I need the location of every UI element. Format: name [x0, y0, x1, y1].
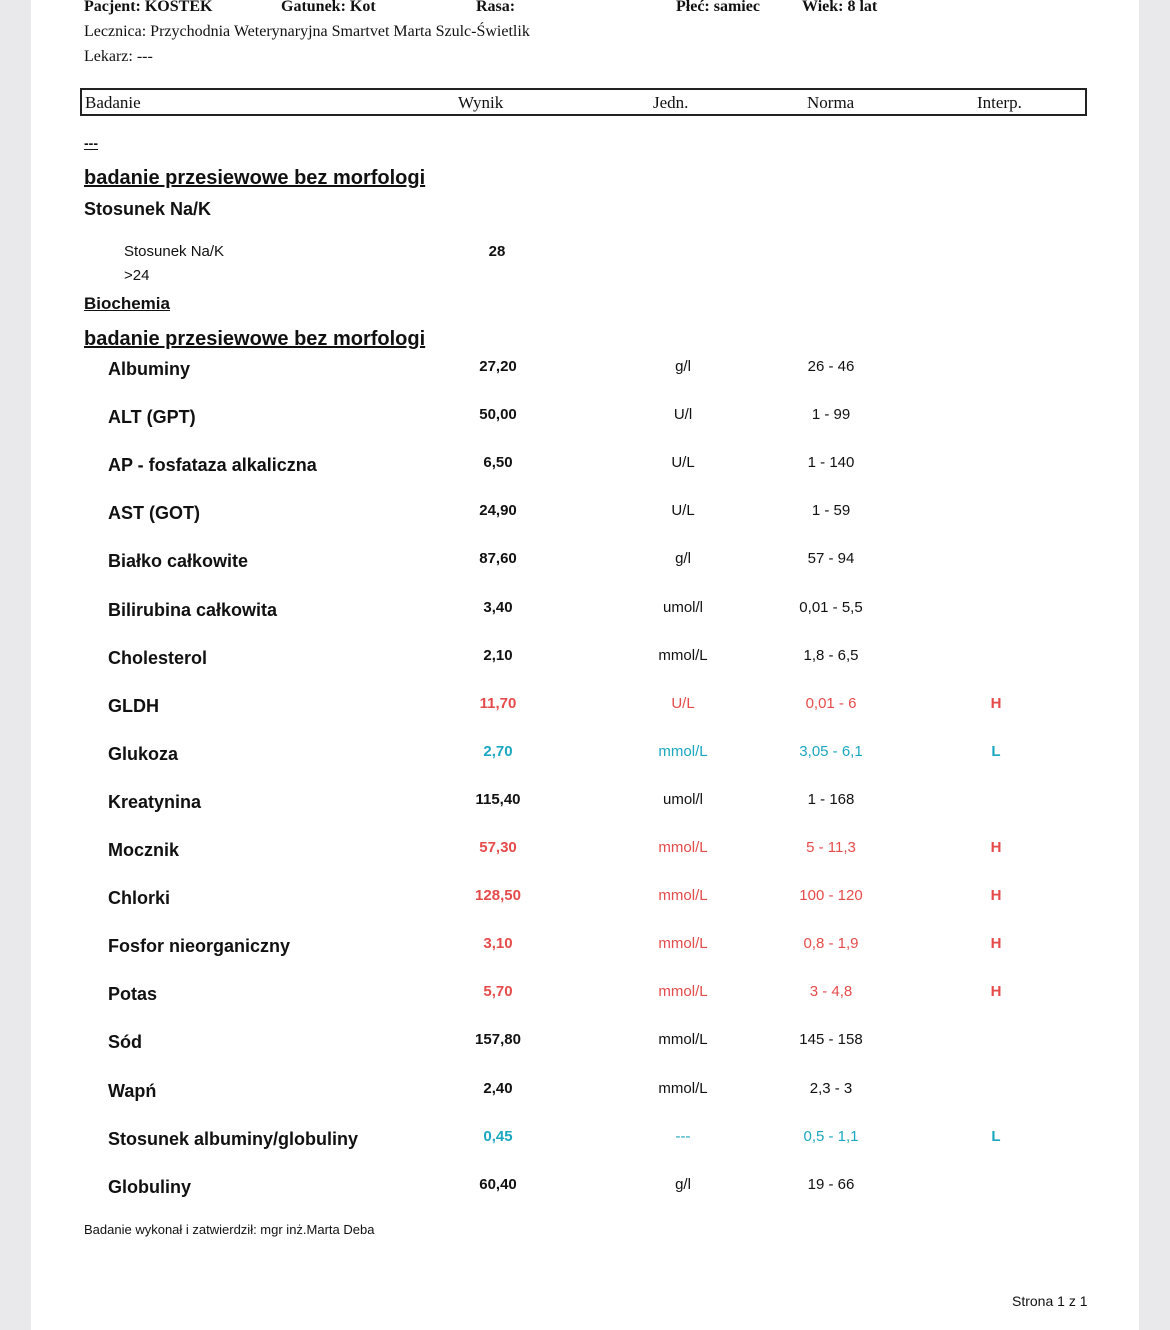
row-result: 57,30	[479, 839, 517, 856]
table-header	[80, 88, 1087, 116]
ratio-item-norm: >24	[124, 267, 150, 284]
row-flag: L	[991, 1128, 1001, 1145]
column-norm: Norma	[807, 93, 855, 112]
row-unit: U/L	[671, 502, 695, 519]
row-test-name: AST (GOT)	[108, 503, 200, 523]
row-test-name: Fosfor nieorganiczny	[108, 936, 291, 956]
row-unit: umol/l	[662, 791, 704, 808]
column-unit: Jedn.	[653, 93, 689, 112]
row-norm: 145 - 158	[799, 1031, 863, 1048]
row-unit: g/l	[675, 1176, 691, 1193]
row-unit: ---	[675, 1128, 691, 1145]
row-test-name: Mocznik	[108, 840, 180, 860]
row-test-name: Bilirubina całkowita	[108, 600, 278, 620]
signature: Badanie wykonał i zatwierdził: mgr inż.Marta Deba	[84, 1222, 375, 1237]
row-unit: mmol/L	[658, 887, 708, 904]
row-unit: mmol/L	[658, 983, 708, 1000]
column-result: Wynik	[458, 93, 504, 112]
row-norm: 1 - 59	[811, 502, 851, 519]
row-result: 11,70	[479, 695, 517, 712]
row-result: 5,70	[483, 983, 513, 1000]
row-norm: 0,01 - 5,5	[799, 599, 863, 616]
row-unit: g/l	[675, 358, 691, 375]
row-norm: 100 - 120	[799, 887, 863, 904]
ratio-item-value: 28	[488, 243, 506, 260]
row-result: 2,10	[483, 647, 513, 664]
row-test-name: AP - fosfataza alkaliczna	[108, 455, 317, 475]
row-norm: 19 - 66	[807, 1176, 855, 1193]
section-title: badanie przesiewowe bez morfologi	[84, 328, 426, 350]
row-norm: 2,3 - 3	[809, 1080, 853, 1097]
row-result: 128,50	[475, 887, 521, 904]
section-title: badanie przesiewowe bez morfologi	[84, 167, 426, 189]
row-norm: 3,05 - 6,1	[799, 743, 863, 760]
row-result: 0,45	[483, 1128, 513, 1145]
row-unit: mmol/L	[658, 1080, 708, 1097]
row-unit: g/l	[675, 550, 691, 567]
row-result: 60,40	[479, 1176, 517, 1193]
row-flag: H	[990, 983, 1002, 1000]
row-test-name: GLDH	[108, 696, 159, 716]
row-unit: U/l	[673, 406, 693, 423]
row-test-name: Białko całkowite	[108, 551, 249, 571]
row-result: 2,70	[483, 743, 513, 760]
row-norm: 0,01 - 6	[805, 695, 857, 712]
row-test-name: Albuminy	[108, 359, 191, 379]
row-test-name: Globuliny	[108, 1177, 191, 1197]
row-unit: mmol/L	[658, 1031, 708, 1048]
row-unit: U/L	[671, 695, 695, 712]
report-page	[31, 0, 1139, 1330]
row-result: 3,10	[483, 935, 513, 952]
patient-sex: Płeć: samiec	[676, 0, 760, 15]
row-norm: 3 - 4,8	[809, 983, 853, 1000]
dashes-marker: ---	[84, 135, 98, 151]
row-unit: mmol/L	[658, 743, 708, 760]
row-result: 50,00	[479, 406, 517, 423]
row-test-name: ALT (GPT)	[108, 407, 196, 427]
ratio-item-name: Stosunek Na/K	[124, 243, 225, 260]
column-test: Badanie	[85, 93, 141, 112]
row-flag: H	[990, 935, 1002, 952]
row-test-name: Cholesterol	[108, 648, 208, 668]
row-unit: umol/l	[662, 599, 704, 616]
page-number: Strona 1 z 1	[1012, 1293, 1088, 1309]
doctor-name: Lekarz: ---	[84, 48, 153, 65]
row-test-name: Glukoza	[108, 744, 179, 764]
patient-age: Wiek: 8 lat	[802, 0, 878, 15]
row-test-name: Chlorki	[108, 888, 171, 908]
column-interp: Interp.	[977, 93, 1022, 112]
row-result: 157,80	[475, 1031, 521, 1048]
row-flag: L	[991, 743, 1001, 760]
row-norm: 0,5 - 1,1	[803, 1128, 859, 1145]
patient-name: Pacjent: KOSTEK	[84, 0, 213, 15]
patient-species: Gatunek: Kot	[281, 0, 376, 15]
row-flag: H	[990, 839, 1002, 856]
row-norm: 5 - 11,3	[806, 839, 856, 856]
row-flag: H	[990, 887, 1002, 904]
row-result: 2,40	[483, 1080, 513, 1097]
row-norm: 1 - 99	[811, 406, 851, 423]
group-title: Stosunek Na/K	[84, 199, 212, 219]
patient-breed: Rasa:	[476, 0, 516, 15]
row-unit: mmol/L	[658, 839, 708, 856]
row-test-name: Kreatynina	[108, 792, 202, 812]
row-result: 6,50	[483, 454, 513, 471]
row-unit: U/L	[671, 454, 695, 471]
row-result: 87,60	[479, 550, 517, 567]
row-test-name: Stosunek albuminy/globuliny	[108, 1129, 359, 1149]
row-norm: 1 - 140	[807, 454, 855, 471]
row-result: 24,90	[479, 502, 517, 519]
row-norm: 57 - 94	[807, 550, 855, 567]
category-title: Biochemia	[84, 294, 170, 313]
row-test-name: Sód	[108, 1032, 142, 1052]
row-norm: 26 - 46	[807, 358, 855, 375]
row-result: 115,40	[475, 791, 521, 808]
row-test-name: Potas	[108, 984, 158, 1004]
row-flag: H	[990, 695, 1002, 712]
clinic-name: Lecznica: Przychodnia Weterynaryjna Smartvet Marta Szulc-Świetlik	[84, 23, 530, 40]
row-unit: mmol/L	[658, 935, 708, 952]
row-norm: 1 - 168	[807, 791, 855, 808]
row-result: 3,40	[483, 599, 513, 616]
row-norm: 1,8 - 6,5	[803, 647, 859, 664]
row-unit: mmol/L	[658, 647, 708, 664]
row-test-name: Wapń	[108, 1081, 157, 1101]
row-norm: 0,8 - 1,9	[803, 935, 859, 952]
row-result: 27,20	[479, 358, 517, 375]
